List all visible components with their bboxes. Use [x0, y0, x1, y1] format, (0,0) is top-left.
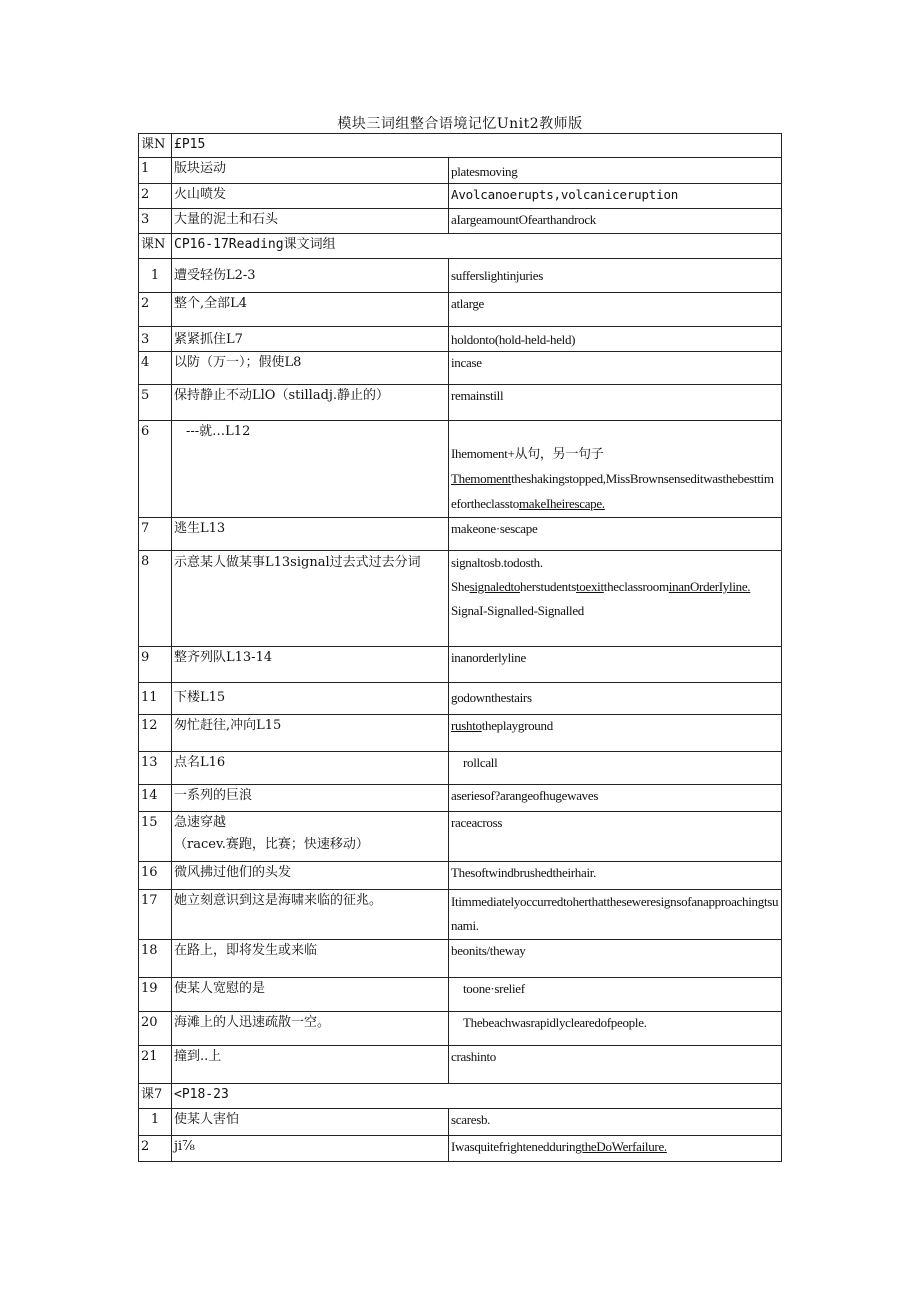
row-number: 8 [139, 551, 172, 647]
row-english: inanorderlyline [449, 647, 782, 683]
row-english: aseriesof?arangeofhugewaves [449, 785, 782, 812]
row-english [449, 421, 782, 518]
row-english: holdonto(hold-held-held) [449, 327, 782, 352]
table-row [139, 715, 782, 752]
row-english: Thebeachwasrapidlyclearedofpeople. [449, 1012, 782, 1046]
row-chinese-note: （racev.赛跑，比赛；快速移动） [174, 837, 369, 852]
row-chinese: 一系列的巨浪 [172, 785, 449, 812]
table-row [139, 1136, 782, 1162]
table-row [139, 293, 782, 327]
table-row [139, 1012, 782, 1046]
row-chinese: ji⅞ [172, 1136, 449, 1162]
row-english: IwasquitefrightenedduringtheDoWerfailure. [449, 1136, 782, 1162]
row-english: crashinto [449, 1046, 782, 1084]
row-chinese: 保持静止不动LlO（stilladj.静止的） [172, 385, 449, 421]
row-chinese: 微风拂过他们的头发 [172, 862, 449, 890]
row-chinese: 遭受轻伤L2-3 [172, 259, 449, 293]
row-number: 15 [139, 812, 172, 862]
row-number: 18 [139, 940, 172, 978]
row-english: rollcall [449, 752, 782, 785]
row-english: Avolcanoerupts,volcaniceruption [449, 184, 782, 209]
row-number: 3 [139, 327, 172, 352]
row-chinese: 在路上，即将发生或来临 [172, 940, 449, 978]
section-label: 课N [139, 234, 172, 259]
row-english: Itimmediatelyoccurredtoherthattheseweresignsofanapproachingtsunami. [449, 890, 782, 940]
table-row [139, 890, 782, 940]
row-english [449, 551, 782, 647]
row-english: Thesoftwindbrushedtheirhair. [449, 862, 782, 890]
table-row [139, 862, 782, 890]
table-row [139, 352, 782, 385]
row-number: 2 [139, 184, 172, 209]
row-english: rushtotheplayground [449, 715, 782, 752]
row-english: makeone·sescape [449, 518, 782, 551]
row-chinese: 整齐列队L13-14 [172, 647, 449, 683]
table-row [139, 647, 782, 683]
section-heading: CP16-17Reading课文词组 [172, 234, 782, 259]
row-chinese: 海滩上的人迅速疏散一空。 [172, 1012, 449, 1046]
row-number: 3 [139, 209, 172, 234]
example-sentence: ShesignaledtoherstudentstoexittheclassroominanOrderIyline. [451, 579, 751, 594]
row-english: sufferslightinjuries [449, 259, 782, 293]
row-chinese: 大量的泥土和石头 [172, 209, 449, 234]
table-row [139, 978, 782, 1012]
row-number: 2 [139, 1136, 172, 1162]
row-chinese: 急速穿越 （racev.赛跑，比赛；快速移动） [172, 812, 449, 862]
row-chinese: 下楼L15 [172, 683, 449, 715]
section-header-row [139, 134, 782, 158]
row-english: platesmoving [449, 158, 782, 184]
row-number: 17 [139, 890, 172, 940]
row-number: 1 [139, 259, 172, 293]
section-header-row [139, 1084, 782, 1109]
table-row [139, 184, 782, 209]
table-row [139, 209, 782, 234]
row-english: aIargeamountOfearthandrock [449, 209, 782, 234]
row-chinese: 使某人宽慰的是 [172, 978, 449, 1012]
row-chinese: 匆忙赶往,冲向L15 [172, 715, 449, 752]
table-row [139, 1046, 782, 1084]
row-number: 1 [139, 1109, 172, 1136]
phrase-table [138, 133, 782, 1162]
row-number: 1 [139, 158, 172, 184]
verb-forms: SignaI-Signalled-Signalled [451, 603, 585, 618]
row-number: 16 [139, 862, 172, 890]
row-chinese: 点名L16 [172, 752, 449, 785]
row-english: toone·srelief [449, 978, 782, 1012]
table-row [139, 158, 782, 184]
row-number: 20 [139, 1012, 172, 1046]
row-english: raceacross [449, 812, 782, 862]
section-heading: £P15 [172, 134, 782, 158]
row-chinese: 火山喷发 [172, 184, 449, 209]
row-chinese: 撞到..上 [172, 1046, 449, 1084]
table-row [139, 551, 782, 647]
row-number: 7 [139, 518, 172, 551]
row-chinese: 整个,全部L4 [172, 293, 449, 327]
row-number: 14 [139, 785, 172, 812]
example-rule: Ihemoment+从句，另一句子 [451, 446, 604, 461]
row-english: scaresb. [449, 1109, 782, 1136]
section-header-row [139, 234, 782, 259]
table-row [139, 940, 782, 978]
row-chinese: 逃生L13 [172, 518, 449, 551]
table-row [139, 812, 782, 862]
row-number: 4 [139, 352, 172, 385]
table-row [139, 752, 782, 785]
row-chinese: 紧紧抓住L7 [172, 327, 449, 352]
row-number: 9 [139, 647, 172, 683]
row-number: 2 [139, 293, 172, 327]
table-row [139, 327, 782, 352]
table-row [139, 1109, 782, 1136]
row-number: 21 [139, 1046, 172, 1084]
page-title: 模块三词组整合语境记忆Unit2教师版 [337, 116, 583, 132]
row-english: remainstill [449, 385, 782, 421]
row-english: beonits/theway [449, 940, 782, 978]
table-row [139, 785, 782, 812]
section-label: 课N [139, 134, 172, 158]
row-english: godownthestairs [449, 683, 782, 715]
section-label: 课7 [139, 1084, 172, 1109]
section-heading: <P18-23 [172, 1084, 782, 1109]
row-chinese: 版块运动 [172, 158, 449, 184]
row-chinese: ---就…L12 [172, 421, 449, 518]
row-english: atlarge [449, 293, 782, 327]
table-row [139, 421, 782, 518]
row-chinese: 她立刻意识到这是海啸来临的征兆。 [172, 890, 449, 940]
example-rule: signaltosb.todosth. [451, 555, 543, 570]
example-sentence: Themomenttheshakingstopped,MissBrownsenseditwasthebesttimefortheclasstomakeIheirescape. [451, 471, 774, 511]
row-number: 11 [139, 683, 172, 715]
table-row [139, 518, 782, 551]
row-number: 19 [139, 978, 172, 1012]
row-number: 12 [139, 715, 172, 752]
row-chinese: 以防（万一）；假使L8 [172, 352, 449, 385]
row-number: 5 [139, 385, 172, 421]
table-row [139, 259, 782, 293]
table-row [139, 683, 782, 715]
row-english: incase [449, 352, 782, 385]
row-chinese: 示意某人做某事L13signal过去式过去分词 [172, 551, 449, 647]
table-row [139, 385, 782, 421]
row-chinese: 使某人害怕 [172, 1109, 449, 1136]
row-number: 13 [139, 752, 172, 785]
row-number: 6 [139, 421, 172, 518]
